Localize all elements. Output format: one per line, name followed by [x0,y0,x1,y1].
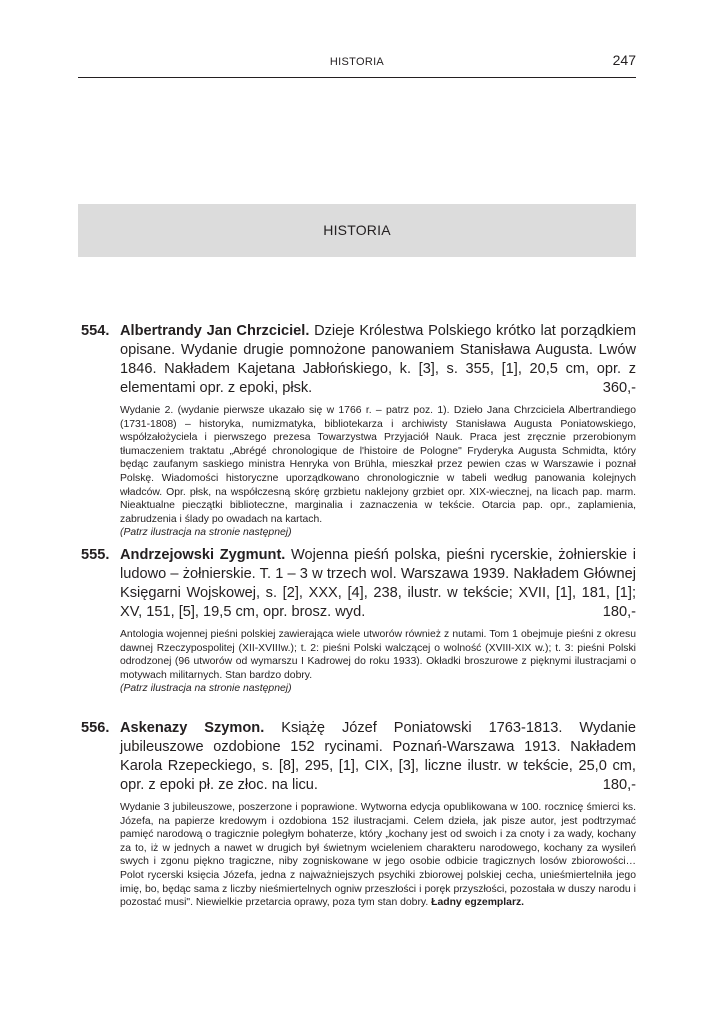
entry-note-text: Wydanie 3 jubileuszowe, poszerzone i poprawione. Wytworna edycja opublikowana w 100. rocznicę śmierci ks. Józefa, na papierze kredowym i ozdobiona 152 ilustracjami. Celem dzieła, jak pisze autor, jest podtrzymać pamięć narodową o tragicznie poległym bohaterze, który „kochany jest od swoich i za cnoty i za wady, kochany za to, iż w jednych a nawet w drugich był świetnym wcieleniem charakteru narodowego, kochany za wysileń swych i zgonu piękno tragiczne, niby zogniskowane w jego osobie odbicie tragicznych losów zbiorowości… Polot rycerski księcia Józefa, jedna z najważniejszych psychiki zbiorowej polskiej cecha, unieśmiertelniła jego imię, bo, będąc sama z liczby nieśmiertelnych ogniw przeszłości i poręk przyszłości, pozostała w duszy narodu i pozostać musi". Niewielkie przetarcia oprawy, poza tym stan dobry. [120,802,636,909]
running-title: HISTORIA [329,56,385,68]
entry-author: Andrzejowski Zygmunt. [120,547,286,563]
entry-price: 360,- [602,380,636,396]
entry-note [120,404,636,540]
page-number: 247 [612,52,636,68]
entry-note [120,628,636,696]
entry-main-text [78,546,636,622]
entry-main-text [78,322,636,398]
running-head [78,52,636,74]
section-heading-band [78,204,636,257]
entry-number: 555. [81,547,110,563]
entry-description: Dzieje Królestwa Polskiego krótko lat porządkiem opisane. Wydanie drugie pomnożone panowaniem Stanisława Augusta. Lwów 1846. Nakładem Kajetana Jabłońskiego, k. [3], s. 355, [1], 20,5 cm, opr. z elementami opr. z epoki, płsk. [120,323,636,396]
entry-note-text: Antologia wojennej pieśni polskiej zawierająca wiele utworów również z nutami. Tom 1 obejmuje pieśni z okresu dawnej Rzeczypospolitej (XII-XVIIIw.); t. 2: pieśni Polski walczącej o wolność (XVIII-XIX w.); t. 3: pieśni Polski odrodzonej (96 utworów od wymarszu I Kadrowej do roku 1933). Okładki broszurowe z pięknymi ilustracjami o motywach militarnych. Stan bardzo dobry. [120,629,636,681]
entry-number: 556. [81,720,110,736]
catalog-entry-555 [78,546,636,696]
entry-note-text: Wydanie 2. (wydanie pierwsze ukazało się w 1766 r. – patrz poz. 1). Dzieło Jana Chrzciciela Albertrandiego (1731-1808) – historyka, numizmatyka, bibliotekarza i archiwisty Stanisława Augusta Poniatowskiego, współzałożyciela i pierwszego prezesa Towarzystwa Przyjaciół Nauk. Praca jest zręcznie przerobionym tłumaczeniem traktatu „Abrégé chronologique de l'histoire de Pologne" Fryderyka Augusta Schmidta, który będąc zaufanym saskiego ministra Henryka von Brühla, mieszkał przez pewien czas w Warszawie i poznał Polskę. Wiadomości historyczne uporządkowano chronologicznie w tabeli według panowania kolejnych władców. Opr. płsk, na współczesną skórę grzbietu naklejony grzbiet opr. XIX-wiecznej, na licach pap. marm. Nieaktualne pieczątki biblioteczne, marginalia i zaznaczenia w tekście. Otarcia pap. opr., zaplamienia, zabrudzenia i ślady po owadach na kartach. [120,405,636,525]
entry-price: 180,- [602,777,636,793]
entry-author: Albertrandy Jan Chrzciciel. [120,323,310,339]
entry-note [120,801,636,910]
entry-note-emphasis: Ładny egzemplarz. [431,897,525,909]
entry-description: Wojenna pieśń polska, pieśni rycerskie, żołnierskie i ludowo – żołnierskie. T. 1 – 3 w trzech wol. Warszawa 1939. Nakładem Głównej Księgarni Wojskowej, s. [2], XXX, [4], 238, ilustr. w tekście; XVII, [1], 181, [1]; XV, 151, [5], 19,5 cm, opr. brosz. wyd. [120,547,637,620]
catalog-entry-556 [78,719,636,910]
entry-see-illustration: (Patrz ilustracja na stronie następnej) [120,683,292,695]
entry-number: 554. [81,323,110,339]
entry-see-illustration: (Patrz ilustracja na stronie następnej) [120,527,292,539]
catalog-entry-554 [78,322,636,540]
section-title: HISTORIA [323,222,391,238]
entry-main-text [78,719,636,795]
entry-author: Askenazy Szymon. [120,720,265,736]
header-rule [78,77,636,78]
entry-description: Książę Józef Poniatowski 1763-1813. Wydanie jubileuszowe ozdobione 152 rycinami. Poznań-Warszawa 1913. Nakładem Karola Rzepeckiego, s. [8], 295, [1], CIX, [3], liczne ilustr. w tekście, 25,0 cm, opr. z epoki pł. ze złoc. na licu. [120,720,636,793]
entry-price: 180,- [602,604,636,620]
